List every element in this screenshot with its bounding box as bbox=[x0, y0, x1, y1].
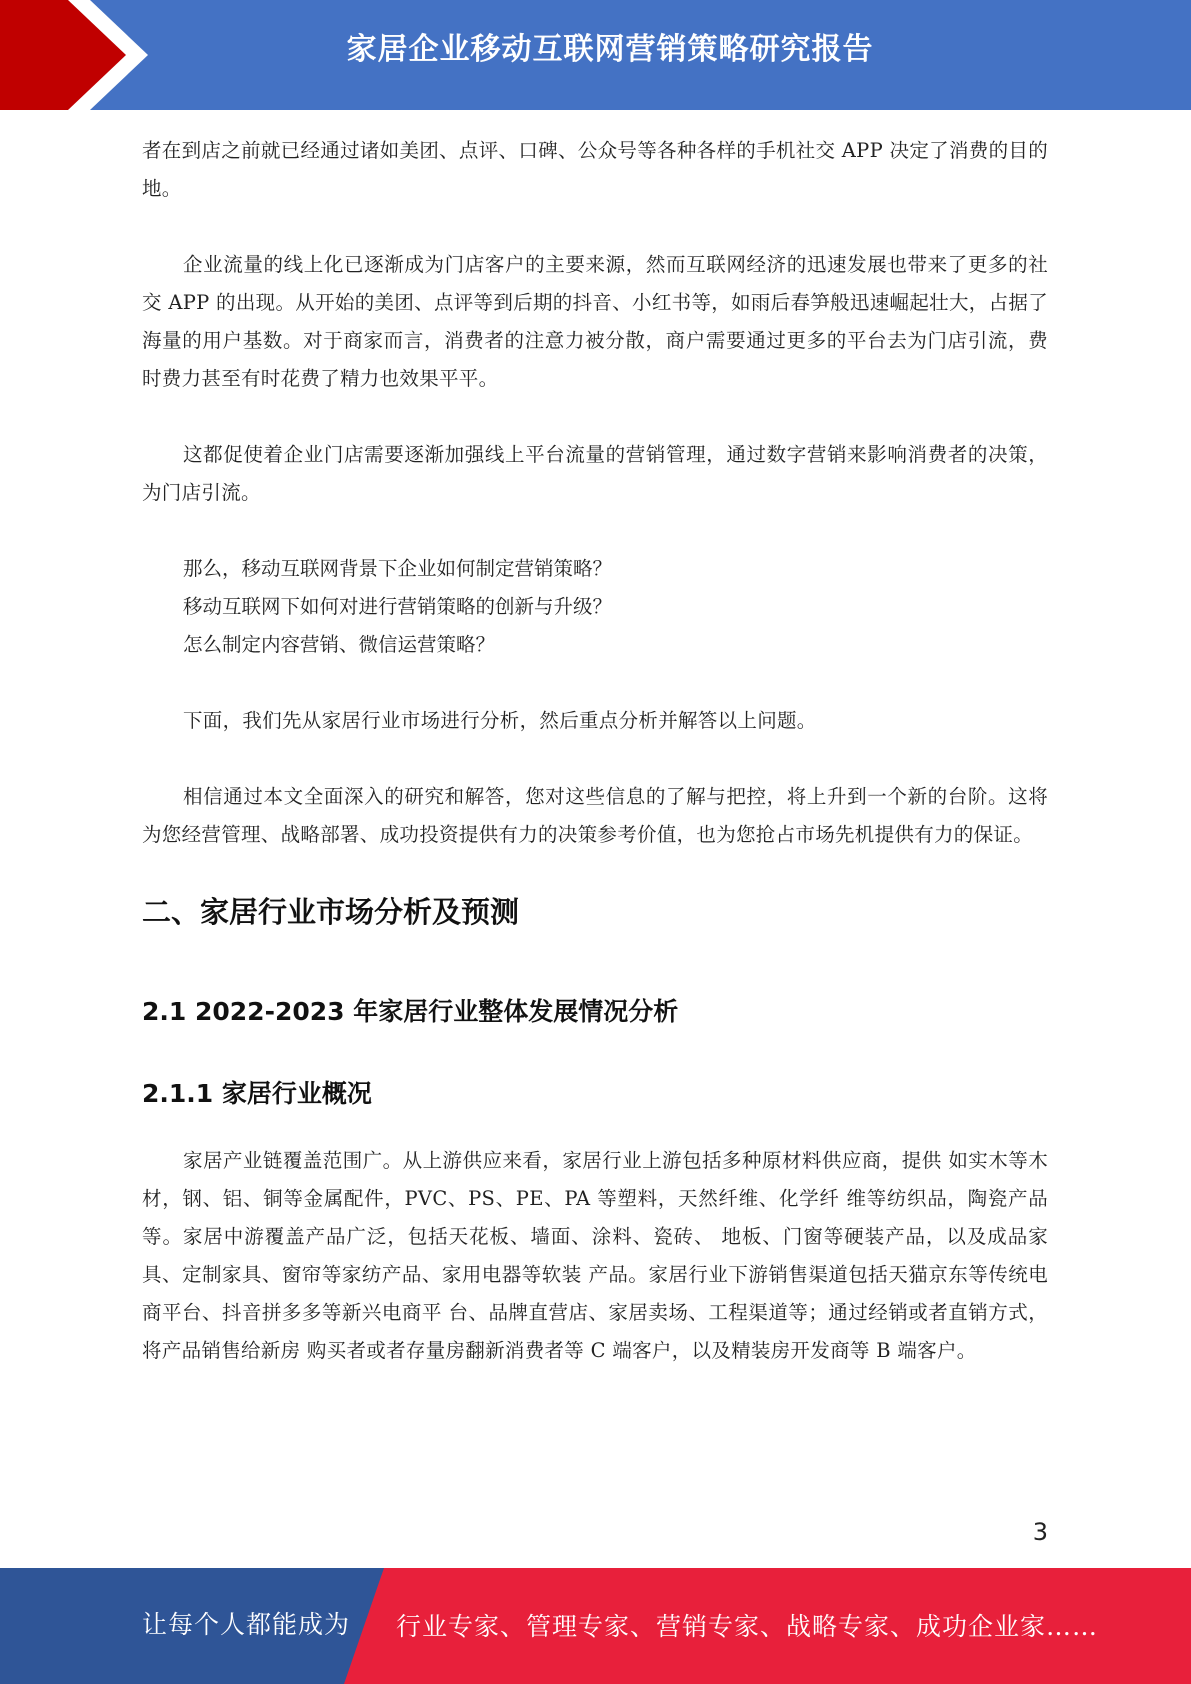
header-title: 家居企业移动互联网营销策略研究报告 bbox=[346, 32, 874, 67]
paragraph-4: 下面，我们先从家居行业市场进行分析，然后重点分析并解答以上问题。 bbox=[183, 709, 817, 732]
document-body bbox=[142, 132, 1048, 1408]
page-number: 3 bbox=[1032, 1518, 1048, 1546]
header-arrow-decoration bbox=[0, 0, 160, 110]
question-list bbox=[142, 550, 1048, 664]
page-footer bbox=[0, 1568, 1191, 1684]
footer-slogan-left: 让每个人都能成为 bbox=[142, 1610, 351, 1639]
subsection-heading: 2.1 2022-2023 年家居行业整体发展情况分析 bbox=[142, 997, 679, 1026]
paragraph-1: 者在到店之前就已经通过诸如美团、点评、口碑、公众号等各种各样的手机社交 APP 决定了消费的目的地。 bbox=[142, 139, 1048, 200]
section-body-paragraph: 家居产业链覆盖范围广。从上游供应来看，家居行业上游包括多种原材料供应商，提供 如实木等木材，钢、铝、铜等金属配件，PVC、PS、PE、PA 等塑料，天然纤维、化学纤 维等纺织品，陶瓷产品等。家居中游覆盖产品广泛，包括天花板、墙面、涂料、瓷砖、 地板、门窗等硬装产品，以及成品家具、定制家具、窗帘等家纺产品、家用电器等软装 产品。家居行业下游销售渠道包括天猫京东等传统电商平台、抖音拼多多等新兴电商平 台、品牌直营店、家居卖场、工程渠道等；通过经销或者直销方式，将产品销售给新房 购买者或者存量房翻新消费者等 C 端客户，以及精装房开发商等 B 端客户。 bbox=[142, 1149, 1048, 1362]
paragraph-3: 这都促使着企业门店需要逐渐加强线上平台流量的营销管理，通过数字营销来影响消费者的决策，为门店引流。 bbox=[142, 443, 1048, 504]
question-item: 那么，移动互联网背景下企业如何制定营销策略？ bbox=[183, 557, 613, 580]
paragraph-5: 相信通过本文全面深入的研究和解答，您对这些信息的了解与把控，将上升到一个新的台阶。这将为您经营管理、战略部署、成功投资提供有力的决策参考价值，也为您抢占市场先机提供有力的保证。 bbox=[142, 785, 1048, 846]
question-item: 移动互联网下如何对进行营销策略的创新与升级？ bbox=[183, 595, 613, 618]
paragraph-2: 企业流量的线上化已逐渐成为门店客户的主要来源，然而互联网经济的迅速发展也带来了更多的社交 APP 的出现。从开始的美团、点评等到后期的抖音、小红书等，如雨后春笋般迅速崛起壮大，占据了海量的用户基数。对于商家而言，消费者的注意力被分散，商户需要通过更多的平台去为门店引流，费时费力甚至有时花费了精力也效果平平。 bbox=[142, 253, 1048, 390]
question-item: 怎么制定内容营销、微信运营策略？ bbox=[183, 633, 496, 656]
sub-subsection-heading: 2.1.1 家居行业概况 bbox=[142, 1079, 372, 1108]
page-header bbox=[0, 0, 1191, 110]
footer-slogan-right: 行业专家、管理专家、营销专家、战略专家、成功企业家…… bbox=[396, 1612, 1099, 1641]
section-heading: 二、家居行业市场分析及预测 bbox=[142, 895, 520, 929]
